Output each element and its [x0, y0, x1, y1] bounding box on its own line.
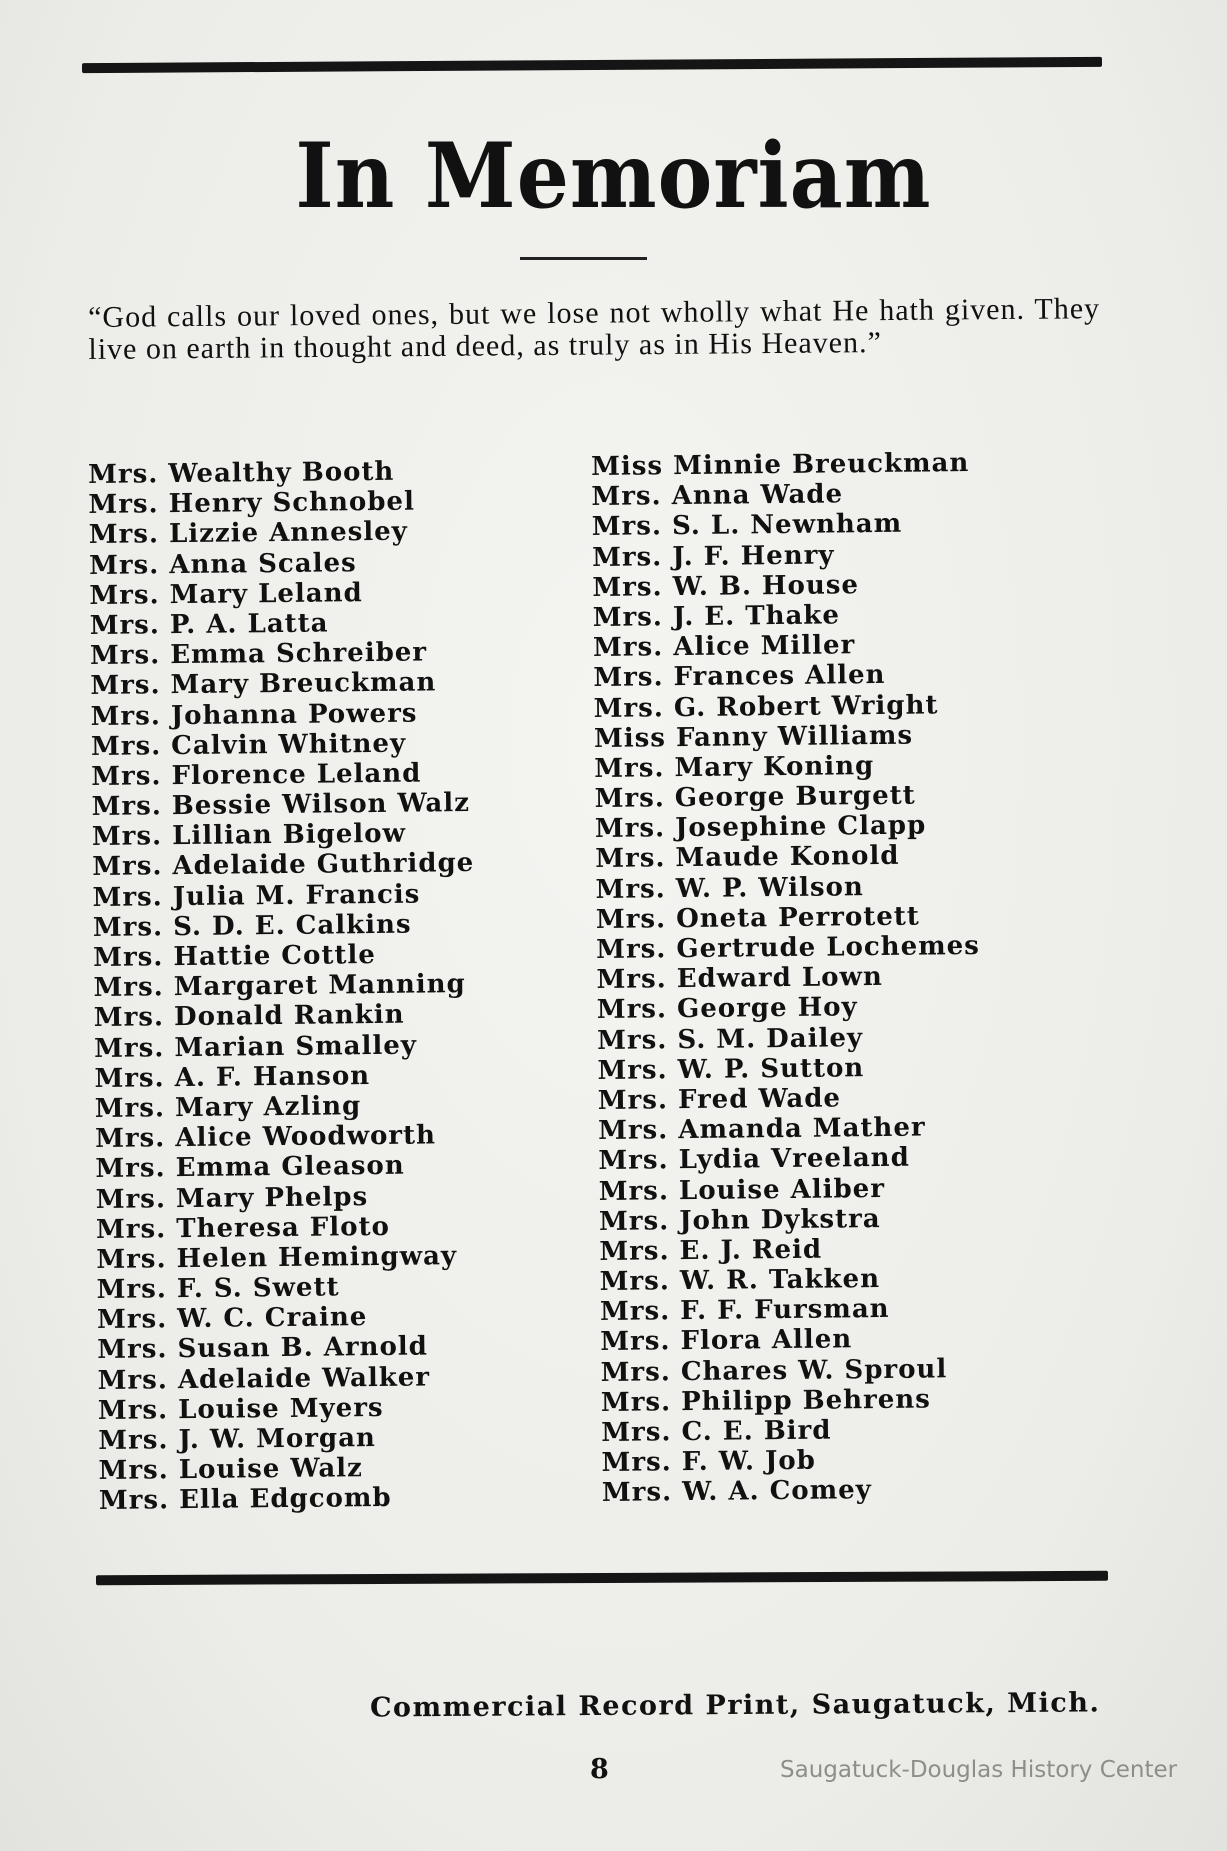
name-item: Mrs. John Dykstra	[598, 1203, 881, 1237]
name-item: Mrs. Edward Lown	[596, 962, 883, 996]
name-item: Mrs. Mary Azling	[94, 1091, 362, 1124]
name-item: Mrs. Helen Hemingway	[96, 1241, 458, 1275]
memorial-quote: “God calls our loved ones, but we lose not wholly what He hath given. They live on earth in thought and deed, as truly as in His Heaven.”	[87, 292, 1101, 366]
name-item: Mrs. Flora Allen	[600, 1324, 853, 1358]
name-item: Mrs. Wealthy Booth	[88, 456, 395, 490]
top-rule	[82, 57, 1102, 73]
name-item: Mrs. Theresa Floto	[95, 1211, 391, 1245]
name-item: Mrs. Louise Aliber	[598, 1173, 886, 1207]
name-item: Mrs. George Burgett	[594, 780, 916, 815]
name-item: Mrs. Anna Wade	[591, 479, 844, 513]
title-underline	[520, 257, 647, 260]
name-item: Mrs. Susan B. Arnold	[97, 1331, 429, 1366]
name-item: Mrs. Hattie Cottle	[93, 940, 376, 973]
name-item: Mrs. Emma Gleason	[95, 1151, 405, 1185]
name-item: Mrs. S. D. E. Calkins	[92, 909, 412, 943]
name-item: Miss Fanny Williams	[593, 720, 914, 754]
name-item: Mrs. Julia M. Francis	[92, 879, 421, 913]
name-item: Mrs. George Hoy	[596, 992, 858, 1026]
name-item: Mrs. J. W. Morgan	[98, 1423, 377, 1456]
name-item: Mrs. C. E. Bird	[601, 1415, 832, 1448]
name-item: Mrs. Marian Smalley	[94, 1030, 418, 1064]
name-item: Mrs. Alice Miller	[592, 630, 856, 664]
name-item: Mrs. Gertrude Lochemes	[596, 930, 980, 965]
name-item: Mrs. W. C. Craine	[96, 1302, 368, 1336]
archive-watermark: Saugatuck-Douglas History Center	[780, 1757, 1178, 1783]
name-item: Mrs. S. M. Dailey	[597, 1022, 864, 1056]
name-item: Mrs. Mary Phelps	[95, 1181, 369, 1215]
name-item: Mrs. Mary Leland	[89, 577, 363, 611]
name-item: Mrs. Fred Wade	[597, 1083, 842, 1116]
name-item: Mrs. J. F. Henry	[591, 540, 835, 573]
name-item: Mrs. A. F. Hanson	[94, 1060, 371, 1094]
name-item: Mrs. Lydia Vreeland	[598, 1143, 910, 1177]
name-item: Mrs. G. Robert Wright	[593, 689, 939, 724]
name-item: Mrs. Oneta Perrotett	[595, 901, 920, 935]
name-item: Mrs. Josephine Clapp	[594, 810, 927, 845]
name-item: Mrs. Donald Rankin	[93, 1000, 405, 1034]
names-list-left	[88, 456, 481, 1517]
name-item: Mrs. Amanda Mather	[597, 1112, 926, 1147]
name-item: Mrs. J. E. Thake	[592, 600, 841, 633]
name-item: Mrs. Florence Leland	[91, 758, 422, 792]
name-item: Mrs. Frances Allen	[593, 660, 886, 694]
names-list-right	[591, 448, 986, 1509]
name-item: Miss Minnie Breuckman	[591, 448, 970, 482]
name-item: Mrs. Calvin Whitney	[90, 728, 407, 762]
name-item: Mrs. Ella Edgcomb	[98, 1483, 392, 1517]
name-item: Mrs. W. P. Sutton	[597, 1052, 865, 1086]
name-item: Mrs. P. A. Latta	[89, 608, 329, 641]
name-item: Mrs. W. B. House	[592, 569, 860, 603]
name-item: Mrs. Anna Scales	[88, 547, 357, 581]
name-item: Mrs. Mary Koning	[594, 750, 875, 784]
name-item: Mrs. E. J. Reid	[599, 1234, 823, 1267]
name-item: Mrs. F. F. Fursman	[599, 1294, 890, 1328]
name-item: Mrs. Philipp Behrens	[600, 1384, 932, 1418]
name-item: Mrs. Lillian Bigelow	[91, 818, 407, 853]
name-item: Mrs. Henry Schnobel	[88, 486, 416, 521]
name-item: Mrs. Maude Konold	[595, 841, 900, 875]
name-item: Mrs. W. A. Comey	[601, 1475, 873, 1509]
name-item: Mrs. Chares W. Sproul	[600, 1353, 948, 1388]
name-item: Mrs. S. L. Newnham	[591, 509, 903, 543]
bottom-rule	[96, 1571, 1108, 1585]
name-item: Mrs. Johanna Powers	[90, 698, 418, 732]
name-item: Mrs. W. P. Wilson	[595, 871, 864, 905]
page-title: In Memoriam	[295, 123, 932, 229]
name-item: Mrs. Lizzie Annesley	[88, 517, 409, 551]
name-item: Mrs. W. R. Takken	[599, 1264, 881, 1298]
name-item: Mrs. Louise Myers	[97, 1392, 384, 1426]
name-item: Mrs. Bessie Wilson Walz	[91, 788, 471, 823]
name-item: Mrs. Adelaide Walker	[97, 1362, 431, 1396]
name-item: Mrs. Louise Walz	[98, 1453, 364, 1487]
name-item: Mrs. Emma Schreiber	[89, 637, 428, 672]
name-item: Mrs. Margaret Manning	[93, 969, 466, 1004]
name-item: Mrs. Alice Woodworth	[94, 1120, 437, 1155]
name-item: Mrs. F. S. Swett	[96, 1272, 340, 1306]
page-number: 8	[590, 1754, 609, 1785]
name-item: Mrs. Adelaide Guthridge	[92, 848, 475, 883]
name-item: Mrs. F. W. Job	[601, 1445, 816, 1479]
name-item: Mrs. Mary Breuckman	[90, 667, 437, 702]
printer-credit: Commercial Record Print, Saugatuck, Mich.	[369, 1687, 1101, 1724]
